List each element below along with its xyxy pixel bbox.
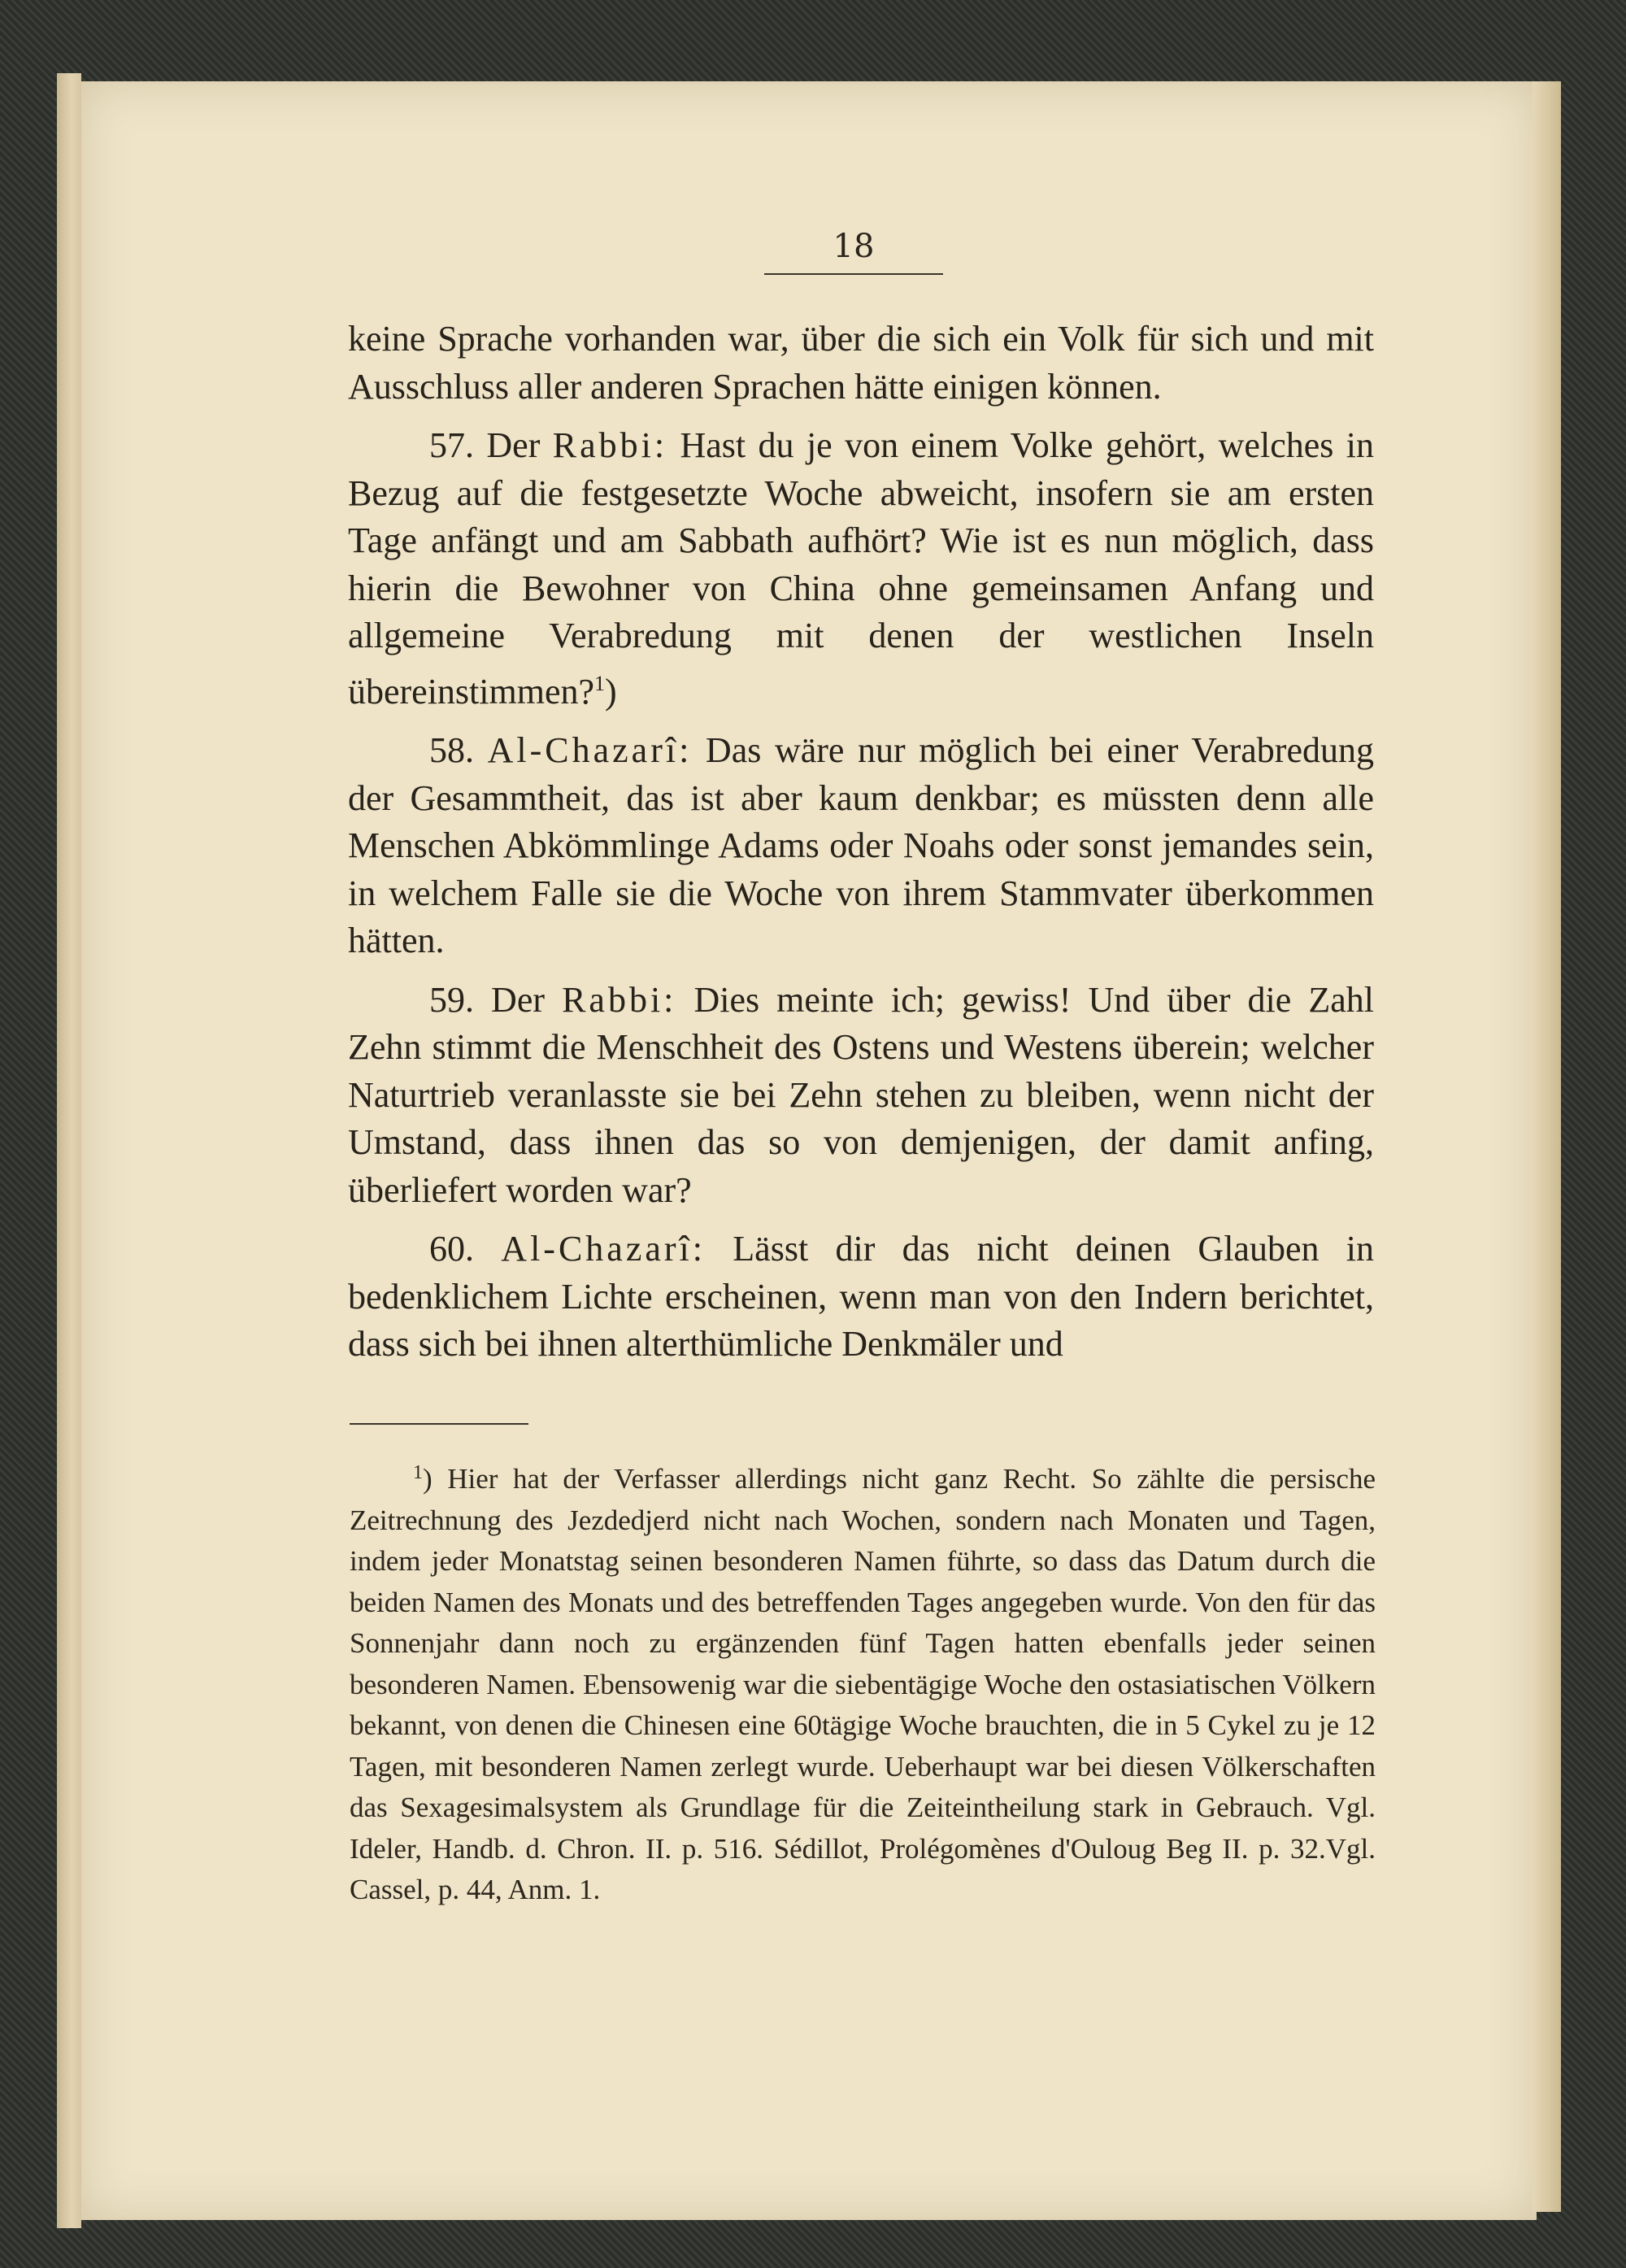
- paragraph-57: 57. Der Rabbi: Hast du je von einem Volke gehört, welches in Bezug auf die festgesetzte Woche abweicht, insofern sie am ersten Tage anfängt und am Sabbath aufhört? Wie ist es nun möglich, dass hierin die Bewohner von China ohne gemeinsamen Anfang und allgemeine Verabredung mit denen der westlichen Inseln übereinstimmen?$^1$): [348, 425, 1374, 712]
- speaker-name: Al-Chazarî:: [501, 1229, 706, 1269]
- paragraph-text: Das wäre nur möglich bei einer Verabredung der Gesammtheit, das ist aber kaum denkbar; es müssten denn alle Menschen Abkömmlinge Adams oder Noahs oder sonst jemandes sein, in welchem Falle sie die Woche von ihrem Stammvater überkommen hätten.: [348, 730, 1374, 960]
- paragraph-text: Hast du je von einem Volke gehört, welches in Bezug auf die festgesetzte Woche abweicht, insofern sie am ersten Tage anfängt und am Sabbath aufhört? Wie ist es nun möglich, dass hierin die Bewohner von China ohne gemeinsamen Anfang und allgemeine Verabredung mit denen der westlichen Inseln übereinstimmen?: [348, 425, 1374, 712]
- footnote-reference: 1: [594, 671, 606, 695]
- paragraph-58: [348, 727, 1374, 965]
- paragraph-number: 58.: [429, 730, 488, 770]
- footnote-mark: 1: [413, 1462, 423, 1483]
- page-stack-left-edge: [57, 73, 81, 2228]
- paragraph-number: 57. Der: [429, 425, 553, 465]
- footnote-rule: [350, 1423, 528, 1425]
- page-number: 18: [833, 228, 875, 265]
- paragraph-number: 60.: [429, 1229, 502, 1269]
- footnote: $^1$) Hier hat der Verfasser allerdings nicht ganz Recht. So zählte die persische Zeitrechnung des Jezdedjerd nicht nach Wochen, sondern nach Monaten und Tagen, indem jeder Monatstag seinen besonderen Namen führte, so dass das Datum durch die beiden Namen des Monats und des betreffenden Tages angegeben wurde. Von den für das Sonnenjahr dann noch zu ergänzenden fünf Tagen hatten ebenfalls jeder seinen besonderen Namen. Ebensowenig war die siebentägige Woche den ostasiatischen Völkern bekannt, von denen die Chinesen eine 60tägige Woche brauchten, die in 5 Cykel zu je 12 Tagen, mit besonderen Namen zerlegt wurde. Ueberhaupt war bei diesen Völkerschaften das Sexagesimalsystem als Grundlage für die Zeiteintheilung stark in Gebrauch. Vgl. Ideler, Handb. d. Chron. II. p. 516. Sédillot, Prolégomènes d'Ouloug Beg II. p. 32.Vgl. Cassel, p. 44, Anm. 1.: [350, 1462, 1376, 1905]
- paragraph-59: [348, 977, 1374, 1215]
- page-number-rule: [764, 273, 943, 275]
- paragraph-text: Dies meinte ich; gewiss! Und über die Zahl Zehn stimmt die Menschheit des Ostens und Westens überein; welcher Naturtrieb veranlasste sie bei Zehn stehen zu bleiben, wenn nicht der Umstand, dass ihnen das so von demjenigen, der damit anfing, überliefert worden war?: [348, 979, 1374, 1210]
- paragraph-text: keine Sprache vorhanden war, über die sich ein Volk für sich und mit Ausschluss aller anderen Sprachen hätte einigen können.: [348, 319, 1374, 407]
- paragraph-number: 59. Der: [429, 979, 563, 1020]
- page-stack-right-edge: [1533, 81, 1561, 2212]
- speaker-name: Al-Chazarî:: [487, 730, 693, 770]
- speaker-name: Rabbi:: [552, 425, 668, 465]
- paragraph-text: Lässt dir das nicht deinen Glauben in bedenklichem Lichte erscheinen, wenn man von den Indern berichtet, dass sich bei ihnen alterthümliche Denkmäler und: [348, 1229, 1375, 1364]
- speaker-name: Rabbi:: [562, 979, 677, 1020]
- paragraph-60: [348, 1225, 1374, 1369]
- footnote-text: Hier hat der Verfasser allerdings nicht ganz Recht. So zählte die persische Zeitrechnung des Jezdedjerd nicht nach Wochen, sondern nach Monaten und Tagen, indem jeder Monatstag seinen besonderen Namen führte, so dass das Datum durch die beiden Namen des Monats und des betreffenden Tages angegeben wurde. Von den für das Sonnenjahr dann noch zu ergänzenden fünf Tagen hatten ebenfalls jeder seinen besonderen Namen. Ebensowenig war die siebentägige Woche den ostasiatischen Völkern bekannt, von denen die Chinesen eine 60tägige Woche brauchten, die in 5 Cykel zu je 12 Tagen, mit besonderen Namen zerlegt wurde. Ueberhaupt war bei diesen Völkerschaften das Sexagesimalsystem als Grundlage für die Zeiteintheilung stark in Gebrauch. Vgl. Ideler, Handb. d. Chron. II. p. 516. Sédillot, Prolégomènes d'Ouloug Beg II. p. 32.Vgl. Cassel, p. 44, Anm. 1.: [350, 1463, 1376, 1905]
- main-text: [348, 316, 1374, 1380]
- paragraph-continuation: [348, 316, 1374, 411]
